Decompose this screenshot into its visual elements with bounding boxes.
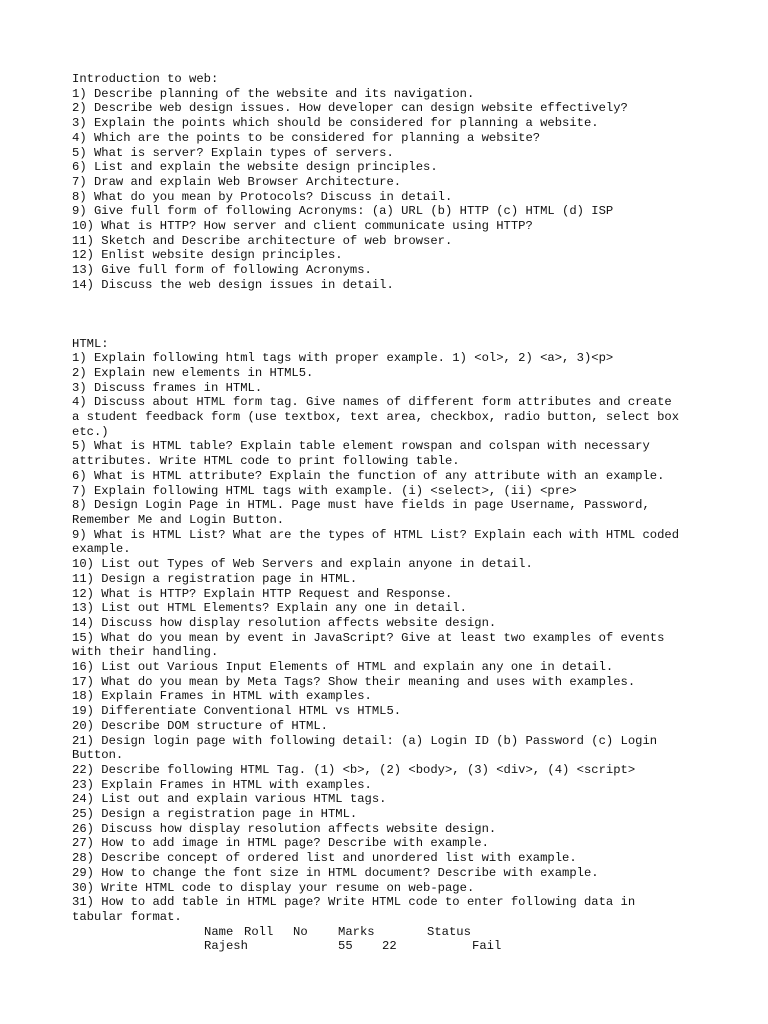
table-cell-no: 22 <box>382 939 397 954</box>
question-item: 13) List out HTML Elements? Explain any one in detail. <box>72 601 467 616</box>
question-item: 7) Explain following HTML tags with example. (i) <select>, (ii) <pre> <box>72 483 577 498</box>
table-cell-status: Fail <box>472 939 502 954</box>
question-item: 14) Discuss how display resolution affects website design. <box>72 615 497 630</box>
question-item: 1) Describe planning of the website and its navigation. <box>72 86 475 101</box>
question-item: 2) Describe web design issues. How developer can design website effectively? <box>72 101 628 116</box>
question-item: 21) Design login page with following detail: (a) Login ID (b) Password (c) Login Button. <box>72 733 658 763</box>
question-item: 12) Enlist website design principles. <box>72 248 343 263</box>
question-item: 31) How to add table in HTML page? Write HTML code to enter following data in tabular format. <box>72 895 636 924</box>
question-item: 9) What is HTML List? What are the types of HTML List? Explain each with HTML coded example. <box>72 527 680 557</box>
question-item: 20) Describe DOM structure of HTML. <box>72 718 328 733</box>
question-item: 6) What is HTML attribute? Explain the function of any attribute with an example. <box>72 468 665 483</box>
table-header-name: Name <box>204 924 234 939</box>
question-item: 3) Discuss frames in HTML. <box>72 380 263 395</box>
table-header-marks: Marks <box>338 924 375 939</box>
question-item: 28) Describe concept of ordered list and unordered list with example. <box>72 851 577 866</box>
table-header-status: Status <box>427 924 471 939</box>
question-item: 5) What is server? Explain types of servers. <box>72 145 394 160</box>
question-item: 1) Explain following html tags with proper example. 1) <ol>, 2) <a>, 3)<p> <box>72 351 614 366</box>
question-item: 30) Write HTML code to display your resume on web-page. <box>72 880 475 895</box>
question-item: 24) List out and explain various HTML tags. <box>72 792 387 807</box>
question-item: 10) List out Types of Web Servers and explain anyone in detail. <box>72 557 533 572</box>
document-page <box>72 72 712 954</box>
question-item: 10) What is HTTP? How server and client communicate using HTTP? <box>72 219 533 234</box>
question-item: 12) What is HTTP? Explain HTTP Request and Response. <box>72 586 453 601</box>
question-item: 23) Explain Frames in HTML with examples. <box>72 777 372 792</box>
section-heading: Introduction to web: <box>72 72 219 86</box>
question-item: 26) Discuss how display resolution affects website design. <box>72 821 497 836</box>
data-table <box>72 925 712 954</box>
table-header-no: No <box>293 924 308 939</box>
question-item: 15) What do you mean by event in JavaScript? Give at least two examples of events with their handling. <box>72 630 665 660</box>
section-heading: HTML: <box>72 336 109 351</box>
section-web <box>72 72 712 293</box>
table-cell-name: Rajesh <box>204 939 248 954</box>
question-item: 13) Give full form of following Acronyms. <box>72 263 372 278</box>
question-item: 8) Design Login Page in HTML. Page must have fields in page Username, Password, Remember Me and Login Button. <box>72 498 650 527</box>
question-item: 4) Which are the points to be considered for planning a website? <box>72 130 541 145</box>
question-item: 18) Explain Frames in HTML with examples. <box>72 689 372 704</box>
question-item: 11) Sketch and Describe architecture of web browser. <box>72 233 453 248</box>
question-item: 27) How to add image in HTML page? Describe with example. <box>72 836 489 851</box>
table-cell-roll: 55 <box>338 939 353 954</box>
question-item: 8) What do you mean by Protocols? Discuss in detail. <box>72 189 453 204</box>
question-item: 29) How to change the font size in HTML document? Describe with example. <box>72 865 599 880</box>
question-item: 11) Design a registration page in HTML. <box>72 571 358 586</box>
section-html <box>72 337 712 925</box>
question-item: 7) Draw and explain Web Browser Architecture. <box>72 174 402 189</box>
question-item: 25) Design a registration page in HTML. <box>72 807 358 822</box>
question-list <box>72 87 712 293</box>
table-header-roll: Roll <box>244 924 274 939</box>
question-item: 14) Discuss the web design issues in detail. <box>72 277 394 292</box>
question-item: 3) Explain the points which should be considered for planning a website. <box>72 116 599 131</box>
question-list <box>72 351 712 924</box>
question-item: 19) Differentiate Conventional HTML vs HTML5. <box>72 704 402 719</box>
question-item: 4) Discuss about HTML form tag. Give names of different form attributes and create a student feedback form (use textbox, text area, checkbox, radio button, select box etc.) <box>72 395 680 439</box>
question-item: 2) Explain new elements in HTML5. <box>72 365 314 380</box>
question-item: 5) What is HTML table? Explain table element rowspan and colspan with necessary attributes. Write HTML code to print following table. <box>72 439 650 469</box>
question-item: 9) Give full form of following Acronyms: (a) URL (b) HTTP (c) HTML (d) ISP <box>72 204 614 219</box>
question-item: 6) List and explain the website design principles. <box>72 160 438 175</box>
question-item: 22) Describe following HTML Tag. (1) <b>, (2) <body>, (3) <div>, (4) <script> <box>72 762 636 777</box>
section-spacer <box>72 293 712 337</box>
question-item: 16) List out Various Input Elements of HTML and explain any one in detail. <box>72 660 614 675</box>
question-item: 17) What do you mean by Meta Tags? Show their meaning and uses with examples. <box>72 674 636 689</box>
